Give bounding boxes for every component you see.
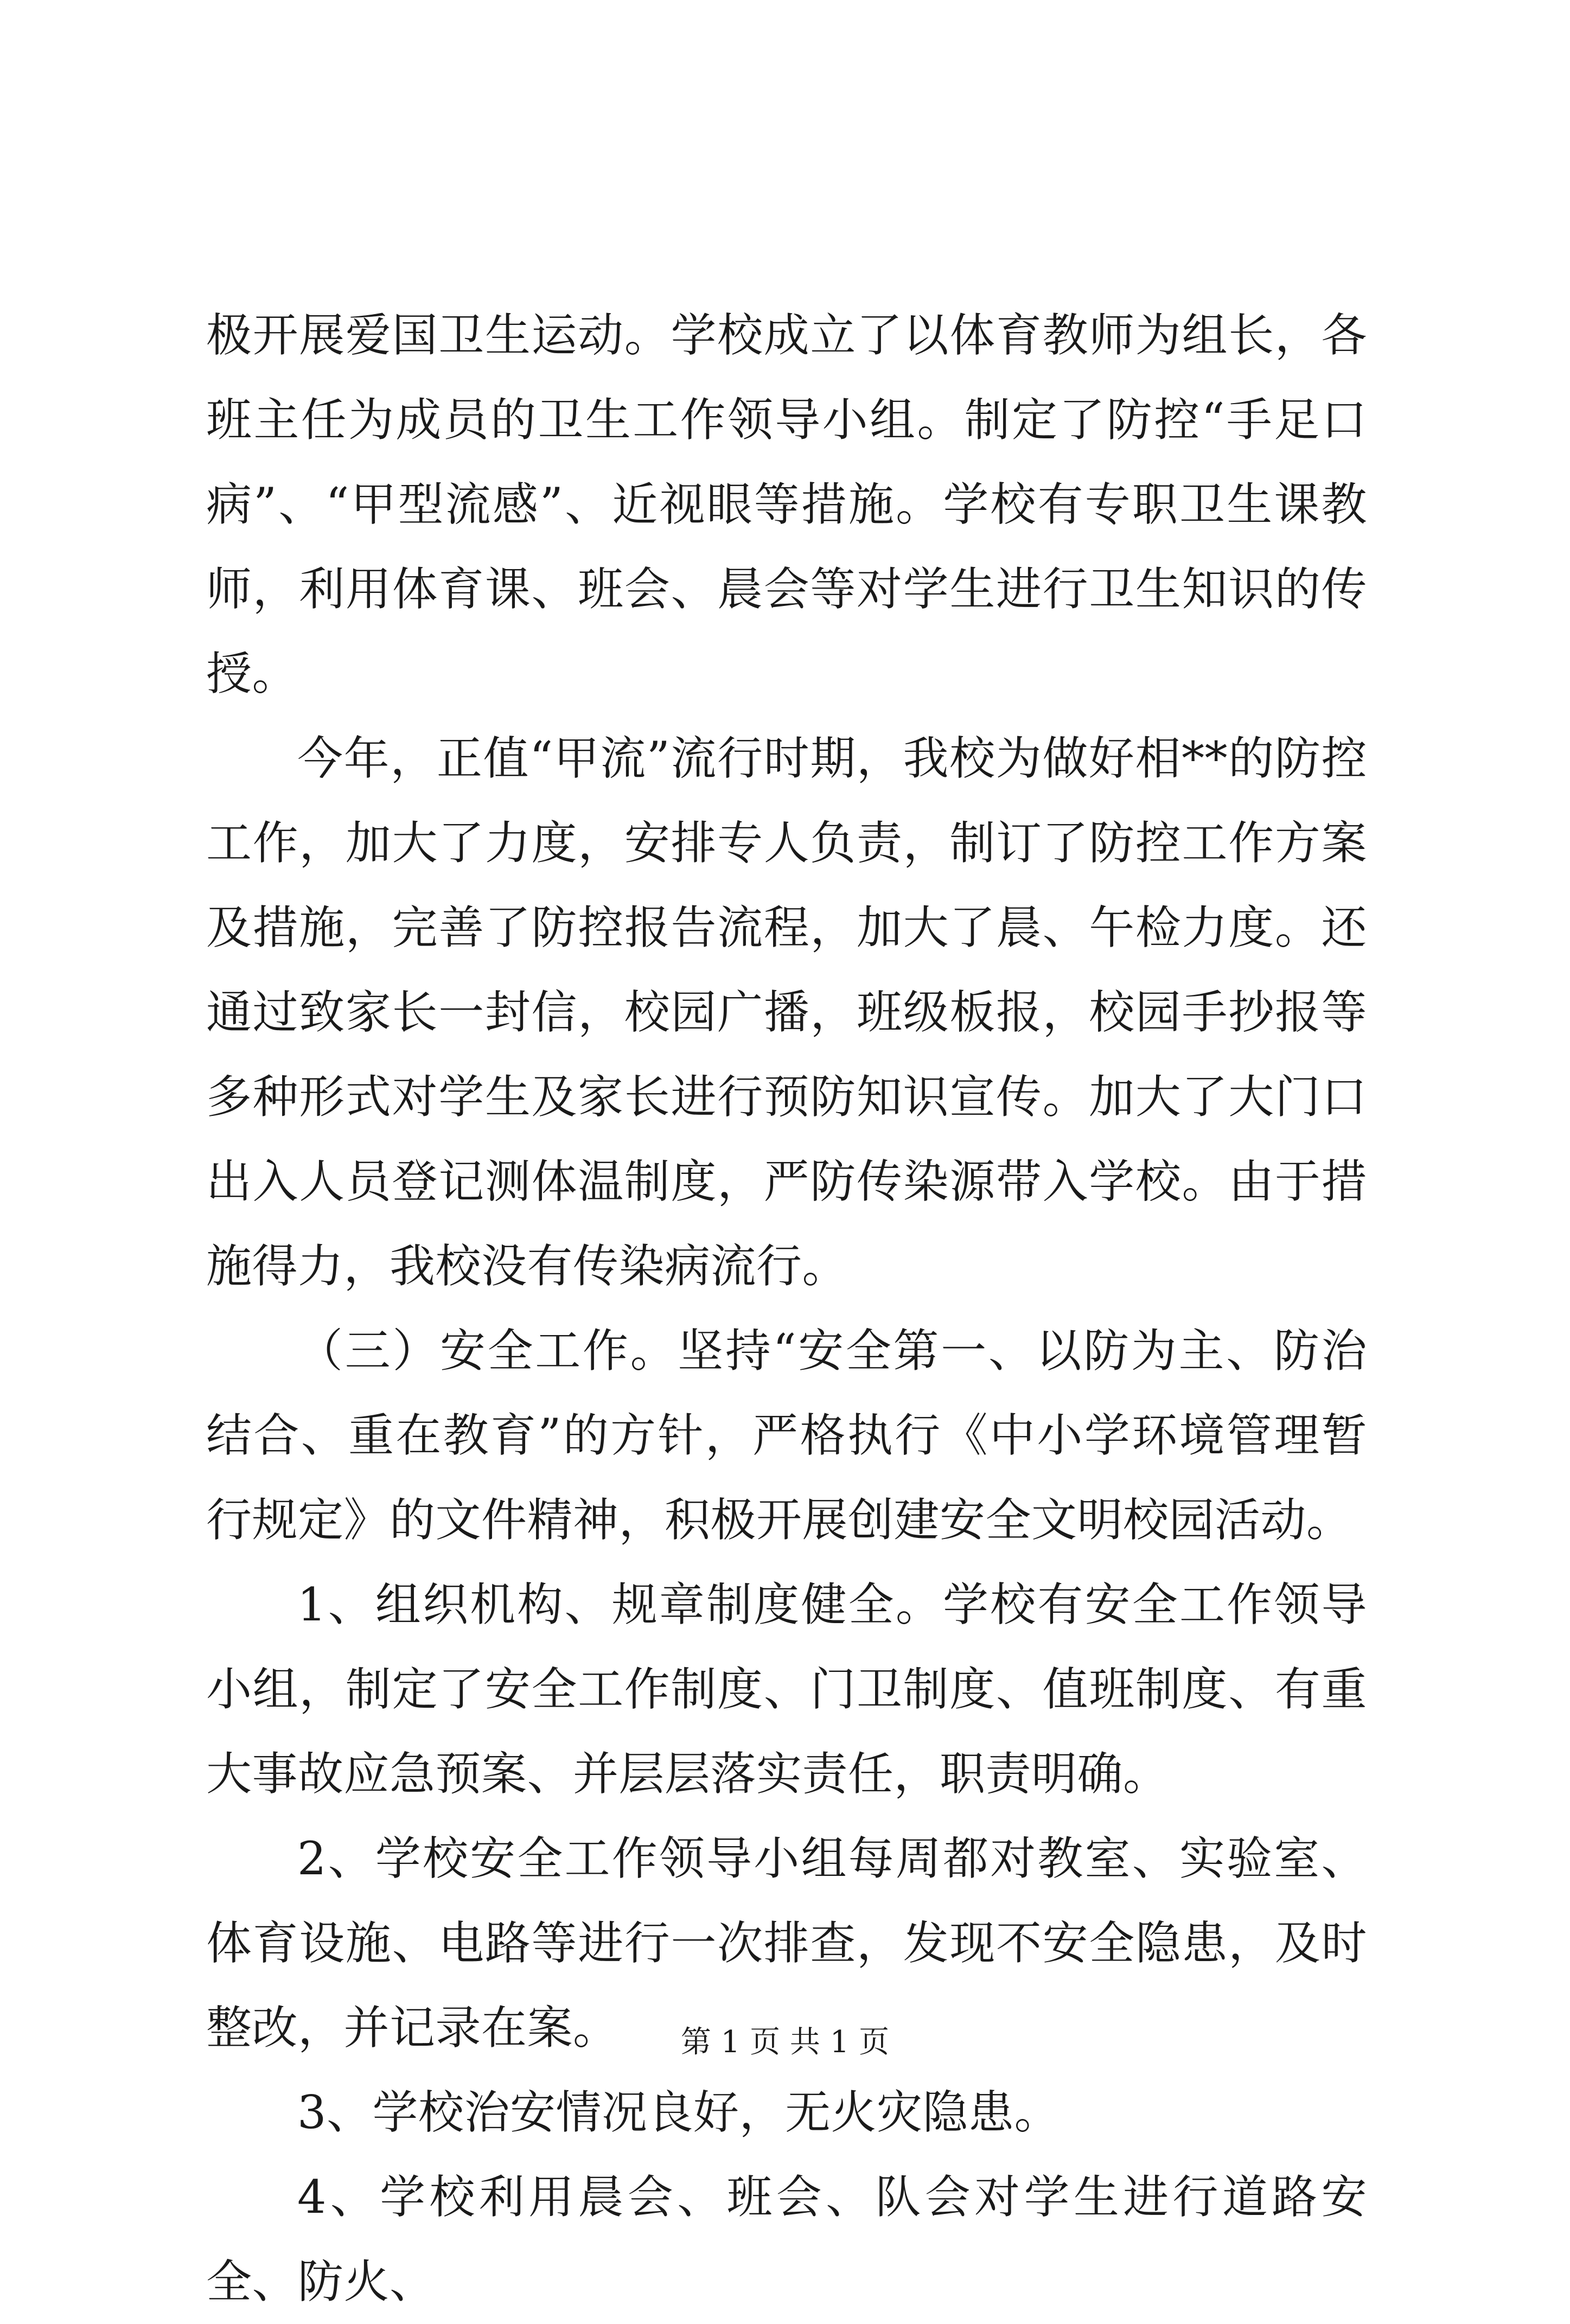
paragraph-2: 今年，正值“甲流”流行时期，我校为做好相**的防控工作，加大了力度，安排专人负责，制订了防控工作方案及措施，完善了防控报告流程，加大了晨、午检力度。还通过致家长一封信，校园广播，班级板报，校园手抄报等多种形式对学生及家长进行预防知识宣传。加大了大门口出入人员登记测体温制度，严防传染源带入学校。由于措施得力，我校没有传染病流行。: [206, 732, 1367, 1293]
paragraph-1: 极开展爱国卫生运动。学校成立了以体育教师为组长，各班主任为成员的卫生工作领导小组。制定了防控“手足口病”、“甲型流感”、近视眼等措施。学校有专职卫生课教师，利用体育课、班会、晨会等对学生进行卫生知识的传授。: [206, 309, 1367, 700]
paragraph-5: 2、学校安全工作领导小组每周都对教室、实验室、体育设施、电路等进行一次排查，发现不安全隐患，及时整改，并记录在案。: [206, 1832, 1367, 2054]
paragraph-4: 1、组织机构、规章制度健全。学校有安全工作领导小组，制定了安全工作制度、门卫制度、值班制度、有重大事故应急预案、并层层落实责任，职责明确。: [206, 1578, 1367, 1801]
paragraph-6: 3、学校治安情况良好，无火灾隐患。: [297, 2086, 1060, 2139]
paragraph-7: 4、学校利用晨会、班会、队会对学生进行道路安全、防火、: [206, 2170, 1367, 2308]
paragraph-3: （三）安全工作。坚持“安全第一、以防为主、防治结合、重在教育”的方针，严格执行《中小学环境管理暂行规定》的文件精神，积极开展创建安全文明校园活动。: [206, 1324, 1367, 1547]
page-footer: 第 1 页 共 1 页: [680, 2025, 890, 2060]
document-body: [206, 293, 1367, 2324]
